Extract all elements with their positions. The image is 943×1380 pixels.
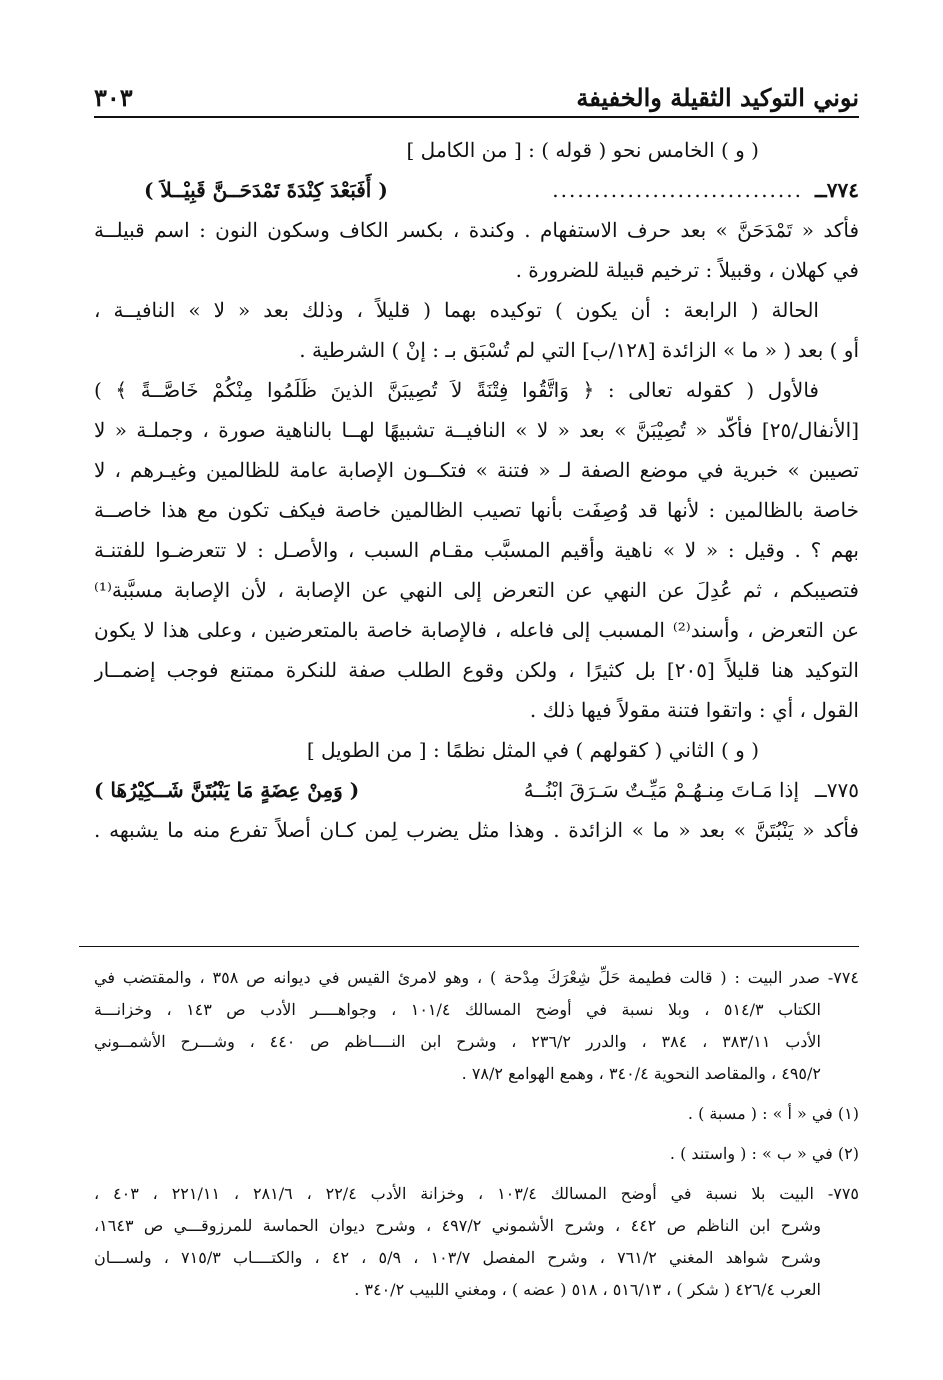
footnote-line: (٢) في « ب » : ( واستند ) . (669, 1144, 859, 1163)
text-line: ( و ) الثاني ( كقولهم ) في المثل نظمًا : [ من الطويل ] (306, 738, 759, 762)
page-header (94, 78, 859, 118)
footnote-line: (١) في « أ » : ( مسبة ) . (687, 1104, 859, 1123)
footnote-line: ٧٧٤- صدر البيت : ( قالت فطيمة حَلِّ شِعْرَكَ مِدْحة ) ، وهو لامرئ القيس في ديوانه ص ٣٥٨ ، والمقتضب في (94, 968, 859, 987)
text-line: التوكيد هنا قليلاً [٢٠٥] بل كثيرًا ، ولكن وقوع الطلب صفة للنكرة ممتنع فوجب إضمــار (94, 658, 859, 682)
text-line: فأكد « يَنْبُتَنَّ » بعد « ما » الزائدة . وهذا مثل يضرب لِمن كـان أصلاً تفرع منه ما يشبهه . (94, 818, 859, 842)
footnote-line: ٤٩٥/٢ ، والمقاصد النحوية ٣٤٠/٤ ، وهمع الهوامع ٧٨/٢ . (461, 1064, 821, 1083)
text-line: ( و ) الخامس نحو ( قوله ) : [ من الكامل ] (406, 138, 759, 162)
verse-number: ٧٧٤ــ (815, 178, 859, 202)
page-number: ٣٠٣ (94, 83, 133, 112)
text-line: فأكد « تَمْدَحَنَّ » بعد حرف الاستفهام . وكندة ، بكسر الكاف وسكون النون : اسم قبيلــة (94, 218, 859, 242)
text-line: فتصيبكم ، ثم عُدِلَ عن النهي عن التعرض إلى النهي عن الإصابة ، لأن الإصابة مسبَّبة⁽¹⁾ (94, 578, 859, 602)
footnote-line: العرب ٤٢٦/٤ ( شكر ) ، ٥١٦/١٣ ، ٥١٨ ( عضه ) ، ومغني اللبيب ٣٤٠/٢ . (354, 1280, 821, 1299)
verse-ellipsis: .............................. (552, 178, 803, 202)
running-title: نوني التوكيد الثقيلة والخفيفة (576, 83, 859, 112)
text-line: [الأنفال/٢٥] فأكّد « تُصِيْبَنَّ » بعد « لا » النافيــة تشبيهًا لهــا بالناهية صورة ، وجملـة « لا (94, 418, 859, 442)
verse-second-hemistich: ( وَمِنْ عِضَةٍ مَا يَنْبُتَنَّ شَــكِيْرُهَا ) (94, 778, 360, 802)
footnote-line: الأدب ٣٨٣/١١ ، ٣٨٤ ، والدرر ٢٣٦/٢ ، وشرح ابن النــــاظم ص ٤٤٠ ، وشـــرح الأشمــوني (94, 1032, 821, 1051)
text-line: بهم ؟ . وقيل : « لا » ناهية وأقيم المسبَّب مقـام السبب ، والأصـل : لا تتعرضـوا للفتنـة (94, 538, 859, 562)
footnote-divider (79, 946, 859, 947)
footnote-line: ٧٧٥- البيت بلا نسبة في أوضح المسالك ١٠٣/٤ ، وخزانة الأدب ٢٢/٤ ، ٢٨١/٦ ، ٢٢١/١١ ، ٤٠٣ ، (94, 1184, 859, 1203)
footnote-line: وشرح ابن الناظم ص ٤٤٢ ، وشرح الأشموني ٤٩٧/٢ ، وشرح ديوان الحماسة للمرزوقـــي ص ١٦٤٣، (94, 1216, 821, 1235)
verse-hemistich: ( أَفَبَعْدَ كِنْدَةَ تَمْدَحَــنَّ قَبِيْــلاَ ) (144, 178, 388, 202)
text-line: عن التعرض ، وأسند⁽²⁾ المسبب إلى فاعله ، فالإصابة خاصة بالمتعرضين ، وعلى هذا لا يكون (94, 618, 859, 642)
text-line: في كهلان ، وقبيلاً : ترخيم قبيلة للضرورة . (515, 258, 859, 282)
text-line: تصيبن » خبرية في موضع الصفة لـ « فتنة » فتكــون الإصابة عامة للظالمين وغيـرهم ، لا (94, 458, 859, 482)
text-line: خاصة بالظالمين : لأنها قد وُصِفَت بأنها تصيب الظالمين خاصة فيكف تكون مع هذا خاصــة (94, 498, 859, 522)
verse-first-hemistich: إذا مَـاتَ مِنـهُـمْ مَيِّـتٌ سَـرَقَ ابْنُــهُ (523, 778, 799, 802)
verse-number: ٧٧٥ــ (815, 778, 859, 802)
text-line: القول ، أي : واتقوا فتنة مقولاً فيها ذلك . (529, 698, 859, 722)
text-line: فالأول ( كقوله تعالى : ﴿ وَاتَّقُوا فِتْنَةً لاَ تُصِيبَنَّ الذينَ ظَلَمُوا مِنْكُمْ خَاصَّــةً ﴾ ) (94, 378, 819, 402)
text-line: الحالة ( الرابعة : أن يكون ) توكيده بهما ( قليلاً ، وذلك بعد « لا » النافيــة ، (94, 298, 819, 322)
footnote-line: وشرح شواهد المغني ٧٦١/٢ ، وشرح المفصل ١٠٣/٧ ، ٥/٩ ، ٤٢ ، والكتــــاب ٧١٥/٣ ، ولســـان (94, 1248, 821, 1267)
text-line: أو ) بعد ( « ما » الزائدة [١٢٨/ب] التي لم تُسْبَق بـ : إنْ ) الشرطية . (299, 338, 859, 362)
footnote-line: الكتاب ٥١٤/٣ ، وبلا نسبة في أوضح المسالك ١٠١/٤ ، وجواهــــر الأدب ص ١٤٣ ، وخزانـــة (94, 1000, 821, 1019)
verse-774 (94, 170, 859, 210)
verse-775 (94, 770, 859, 810)
